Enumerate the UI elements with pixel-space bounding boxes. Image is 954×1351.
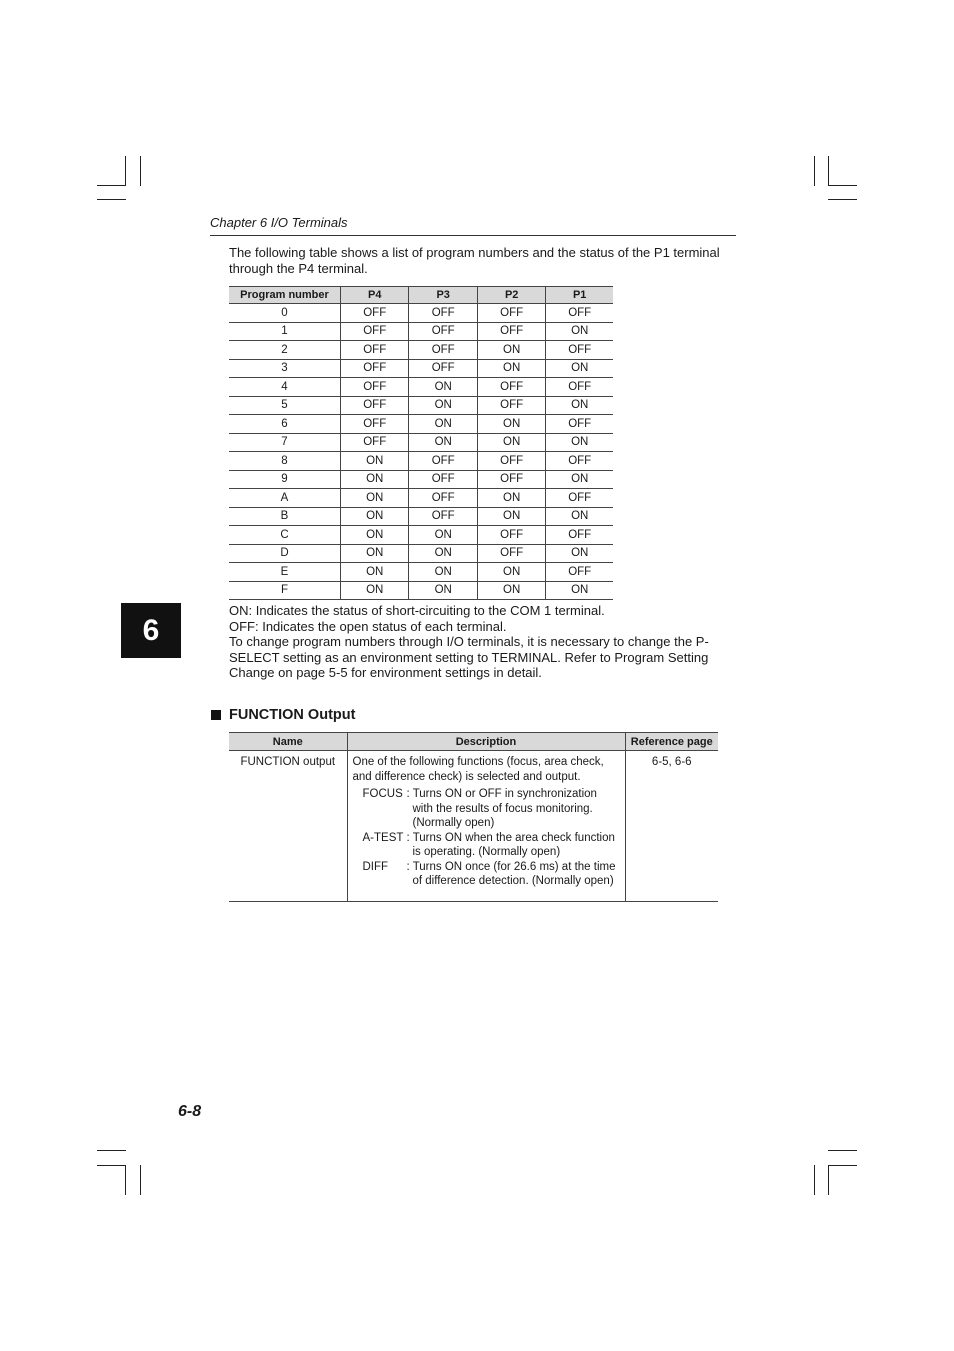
column-header: P1 — [546, 287, 613, 304]
item-key: FOCUS — [362, 788, 403, 800]
terminal-status-cell: ON — [546, 544, 613, 563]
terminal-status-cell: ON — [477, 489, 545, 508]
terminal-status-cell: ON — [409, 526, 477, 545]
description-item — [363, 787, 620, 831]
table-row — [229, 470, 613, 489]
program-number-cell: A — [229, 489, 341, 508]
terminal-status-cell: OFF — [477, 378, 545, 397]
column-header: P2 — [477, 287, 545, 304]
table-row — [229, 359, 613, 378]
program-number-cell: 9 — [229, 470, 341, 489]
crop-mark — [97, 1150, 126, 1151]
column-header: Reference page — [625, 733, 718, 751]
item-text-value: Turns ON when the area check function is operating. (Normally open) — [412, 831, 615, 858]
table-row — [229, 322, 613, 341]
program-number-cell: 7 — [229, 433, 341, 452]
program-number-cell: 4 — [229, 378, 341, 397]
program-table-body — [229, 304, 613, 600]
terminal-status-cell: OFF — [409, 489, 477, 508]
terminal-status-cell: ON — [477, 507, 545, 526]
terminal-status-cell: ON — [409, 544, 477, 563]
column-header: Program number — [229, 287, 341, 304]
page-number: 6-8 — [178, 1103, 202, 1120]
crop-mark — [125, 1165, 126, 1195]
note-off: OFF: Indicates the open status of each terminal. — [229, 618, 507, 634]
terminal-status-cell: OFF — [477, 452, 545, 471]
terminal-status-cell: OFF — [341, 433, 409, 452]
item-text-value: Turns ON or OFF in synchronization with the results of focus monitoring. (Normally open) — [412, 788, 597, 829]
table-row — [229, 581, 613, 600]
program-number-cell: 0 — [229, 304, 341, 323]
program-number-cell: 6 — [229, 415, 341, 434]
table-row — [229, 378, 613, 397]
table-row — [229, 396, 613, 415]
chapter-header: Chapter 6 I/O Terminals — [210, 215, 736, 236]
terminal-status-cell: OFF — [409, 470, 477, 489]
terminal-status-cell: ON — [546, 322, 613, 341]
function-table-header — [229, 733, 718, 751]
terminal-status-cell: OFF — [341, 304, 409, 323]
terminal-status-cell: OFF — [409, 341, 477, 360]
terminal-status-cell: ON — [546, 433, 613, 452]
crop-mark — [828, 1165, 857, 1166]
terminal-status-cell: ON — [409, 433, 477, 452]
crop-mark — [97, 185, 126, 186]
terminal-status-cell: ON — [477, 563, 545, 582]
table-row — [229, 489, 613, 508]
program-number-cell: 1 — [229, 322, 341, 341]
terminal-status-cell: OFF — [477, 322, 545, 341]
square-bullet-icon — [211, 710, 221, 720]
note-on: ON: Indicates the status of short-circuiting to the COM 1 terminal. — [229, 603, 605, 618]
terminal-status-cell: ON — [477, 581, 545, 600]
terminal-status-cell: ON — [409, 563, 477, 582]
terminal-status-cell: ON — [341, 489, 409, 508]
terminal-status-cell: OFF — [409, 452, 477, 471]
terminal-status-cell: ON — [341, 507, 409, 526]
terminal-status-cell: ON — [546, 470, 613, 489]
item-key: DIFF — [362, 860, 389, 873]
crop-mark — [828, 1150, 857, 1151]
terminal-status-cell: ON — [409, 415, 477, 434]
section-title: FUNCTION Output — [229, 707, 356, 723]
terminal-status-cell: ON — [341, 452, 409, 471]
table-row — [229, 433, 613, 452]
reference-page: 6-5, 6-6 — [625, 751, 718, 902]
terminal-status-cell: OFF — [409, 507, 477, 526]
terminal-status-cell: OFF — [341, 322, 409, 341]
section-heading — [211, 707, 355, 723]
description-item — [363, 831, 620, 860]
crop-mark — [828, 156, 829, 186]
program-number-cell: F — [229, 581, 341, 600]
crop-mark — [828, 185, 857, 186]
terminal-status-cell: ON — [477, 341, 545, 360]
terminal-status-cell: OFF — [409, 359, 477, 378]
terminal-status-cell: OFF — [341, 396, 409, 415]
note-change: To change program numbers through I/O terminals, it is necessary to change the P-SELECT setting as an environment setting to TERMINAL. Refer to Program Setting Change on page 5-5 for environment settings in detail. — [229, 634, 709, 680]
terminal-status-cell: ON — [477, 359, 545, 378]
crop-mark — [828, 199, 857, 200]
table-row — [229, 452, 613, 471]
terminal-status-cell: OFF — [546, 341, 613, 360]
program-number-cell: 2 — [229, 341, 341, 360]
terminal-status-cell: ON — [477, 433, 545, 452]
terminal-status-cell: OFF — [477, 396, 545, 415]
program-table-header — [229, 287, 613, 304]
terminal-status-cell: OFF — [546, 452, 613, 471]
terminal-status-cell: OFF — [341, 378, 409, 397]
terminal-status-cell: OFF — [341, 341, 409, 360]
table-row — [229, 341, 613, 360]
program-number-cell: B — [229, 507, 341, 526]
terminal-status-cell: OFF — [546, 378, 613, 397]
chapter-tab: 6 — [121, 603, 181, 658]
program-number-cell: 3 — [229, 359, 341, 378]
terminal-status-cell: ON — [341, 581, 409, 600]
terminal-status-cell: ON — [546, 581, 613, 600]
program-table — [229, 286, 613, 600]
terminal-status-cell: OFF — [477, 470, 545, 489]
crop-mark — [140, 1165, 141, 1195]
terminal-status-cell: OFF — [546, 304, 613, 323]
terminal-status-cell: OFF — [546, 415, 613, 434]
intro-text: The following table shows a list of program numbers and the status of the P1 terminal through the P4 terminal. — [229, 245, 720, 276]
crop-mark — [814, 156, 815, 186]
terminal-status-cell: OFF — [477, 304, 545, 323]
table-row — [229, 563, 613, 582]
terminal-status-cell: ON — [546, 507, 613, 526]
terminal-status-cell: ON — [341, 526, 409, 545]
terminal-status-cell: ON — [341, 544, 409, 563]
table-row — [229, 751, 718, 902]
description-item — [363, 860, 620, 889]
crop-mark — [814, 1165, 815, 1195]
crop-mark — [125, 156, 126, 186]
table-row — [229, 526, 613, 545]
terminal-status-cell: ON — [341, 563, 409, 582]
terminal-status-cell: OFF — [546, 563, 613, 582]
function-name: FUNCTION output — [229, 751, 347, 902]
terminal-status-cell: OFF — [409, 304, 477, 323]
program-number-cell: 8 — [229, 452, 341, 471]
program-number-cell: D — [229, 544, 341, 563]
crop-mark — [140, 156, 141, 186]
item-text: : Turns ON or OFF in synchronization with the results of focus monitoring. (Normally open) — [406, 788, 597, 829]
table-row — [229, 507, 613, 526]
description-intro: One of the following functions (focus, area check, and difference check) is selected and output. — [352, 756, 604, 783]
terminal-status-cell: OFF — [341, 359, 409, 378]
column-header: Name — [229, 733, 347, 751]
terminal-status-cell: ON — [341, 470, 409, 489]
column-header: P3 — [409, 287, 477, 304]
item-text: : Turns ON once (for 26.6 ms) at the time of difference detection. (Normally open) — [406, 860, 616, 887]
terminal-status-cell: ON — [546, 359, 613, 378]
program-number-cell: E — [229, 563, 341, 582]
crop-mark — [97, 1165, 126, 1166]
terminal-status-cell: ON — [477, 415, 545, 434]
terminal-status-cell: OFF — [409, 322, 477, 341]
notes — [229, 603, 721, 681]
terminal-status-cell: ON — [409, 581, 477, 600]
table-row — [229, 415, 613, 434]
terminal-status-cell: OFF — [546, 526, 613, 545]
program-number-cell: 5 — [229, 396, 341, 415]
crop-mark — [97, 199, 126, 200]
terminal-status-cell: OFF — [546, 489, 613, 508]
terminal-status-cell: OFF — [341, 415, 409, 434]
terminal-status-cell: OFF — [477, 544, 545, 563]
terminal-status-cell: ON — [409, 378, 477, 397]
item-key: A-TEST — [362, 831, 404, 844]
function-table — [229, 732, 718, 902]
function-description — [347, 751, 625, 902]
table-row — [229, 544, 613, 563]
terminal-status-cell: ON — [409, 396, 477, 415]
column-header: Description — [347, 733, 625, 751]
column-header: P4 — [341, 287, 409, 304]
item-text: : Turns ON when the area check function is operating. (Normally open) — [406, 831, 615, 858]
terminal-status-cell: ON — [546, 396, 613, 415]
program-number-cell: C — [229, 526, 341, 545]
terminal-status-cell: OFF — [477, 526, 545, 545]
table-row — [229, 304, 613, 323]
crop-mark — [828, 1165, 829, 1195]
item-text-value: Turns ON once (for 26.6 ms) at the time of difference detection. (Normally open) — [412, 860, 616, 887]
